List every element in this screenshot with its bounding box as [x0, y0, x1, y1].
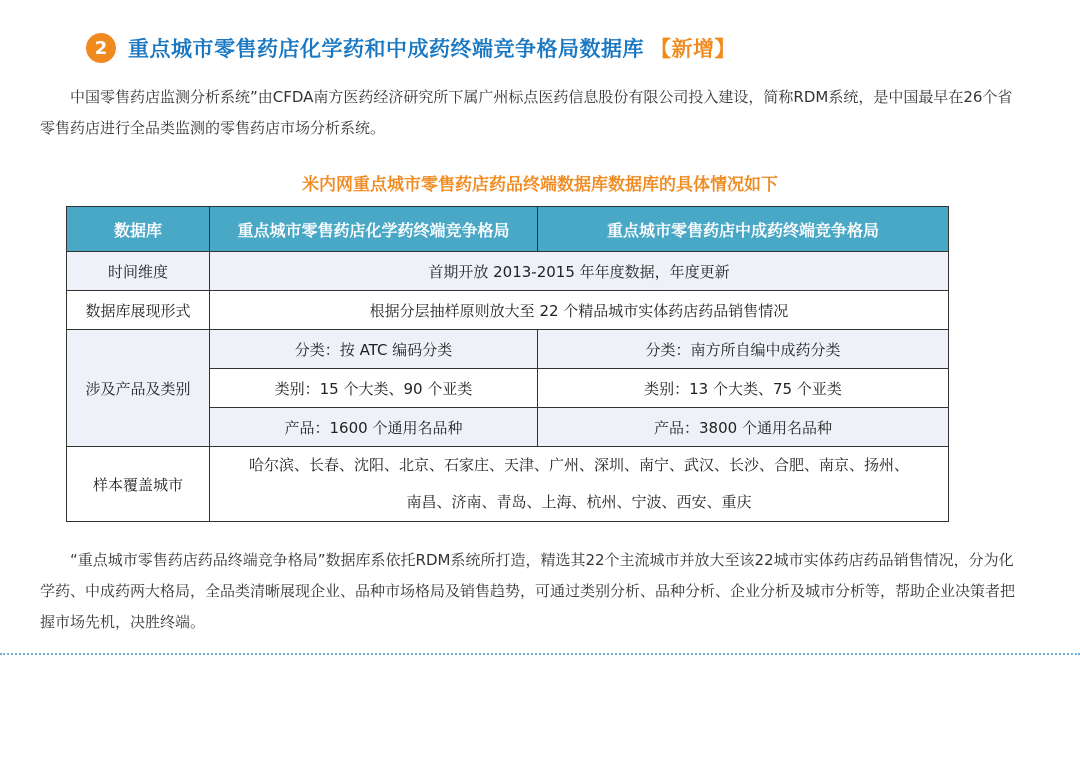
row-value-cities [210, 447, 949, 522]
table-row-form [67, 291, 949, 330]
row-value-time: 首期开放 2013-2015 年年度数据，年度更新 [210, 252, 949, 291]
row-label-time: 时间维度 [67, 252, 210, 291]
dotted-divider [0, 653, 1080, 655]
intro-paragraph: 中国零售药店监测分析系统”由CFDA南方医药经济研究所下属广州标点医药信息股份有限公司投入建设，简称RDM系统，是中国最早在26个省零售药店进行全品类监测的零售药店市场分析系统。 [40, 88, 1013, 137]
tcm-categories: 类别：13 个大类、75 个亚类 [538, 369, 949, 408]
table-title: 米内网重点城市零售药店药品终端数据库数据库的具体情况如下 [302, 175, 778, 195]
row-value-form: 根据分层抽样原则放大至 22 个精品城市实体药店药品销售情况 [210, 291, 949, 330]
section-new-tag: 【新增】 [650, 37, 736, 61]
header-tcm: 重点城市零售药店中成药终端竞争格局 [538, 207, 949, 252]
chem-products: 产品：1600 个通用名品种 [210, 408, 538, 447]
row-label-products: 涉及产品及类别 [67, 330, 210, 447]
section-title-text: 重点城市零售药店化学药和中成药终端竞争格局数据库 [128, 37, 644, 61]
header-database: 数据库 [67, 207, 210, 252]
cities-line-2: 南昌、济南、青岛、上海、杭州、宁波、西安、重庆 [406, 493, 752, 511]
chem-classification: 分类：按 ATC 编码分类 [210, 330, 538, 369]
section-title [128, 33, 736, 63]
database-table [66, 206, 949, 522]
cities-line-1: 哈尔滨、长春、沈阳、北京、石家庄、天津、广州、深圳、南宁、武汉、长沙、合肥、南京、扬州、 [248, 456, 909, 474]
summary-paragraph: “重点城市零售药店药品终端竞争格局”数据库系依托RDM系统所打造，精选其22个主流城市并放大至该22城市实体药店药品销售情况，分为化学药、中成药两大格局，全品类清晰展现企业、品种市场格局及销售趋势，可通过类别分析、品种分析、企业分析及城市分析等，帮助企业决策者把握市场先机，决胜终端。 [40, 551, 1016, 631]
table-row-products-1 [67, 330, 949, 369]
table-header-row [67, 207, 949, 252]
row-label-cities: 样本覆盖城市 [67, 447, 210, 522]
chem-categories: 类别：15 个大类、90 个亚类 [210, 369, 538, 408]
tcm-products: 产品：3800 个通用名品种 [538, 408, 949, 447]
tcm-classification: 分类：南方所自编中成药分类 [538, 330, 949, 369]
table-row-cities [67, 447, 949, 522]
table-row-time [67, 252, 949, 291]
section-number-badge: 2 [86, 33, 116, 63]
section-heading [86, 33, 736, 63]
row-label-form: 数据库展现形式 [67, 291, 210, 330]
header-chemical: 重点城市零售药店化学药终端竞争格局 [210, 207, 538, 252]
